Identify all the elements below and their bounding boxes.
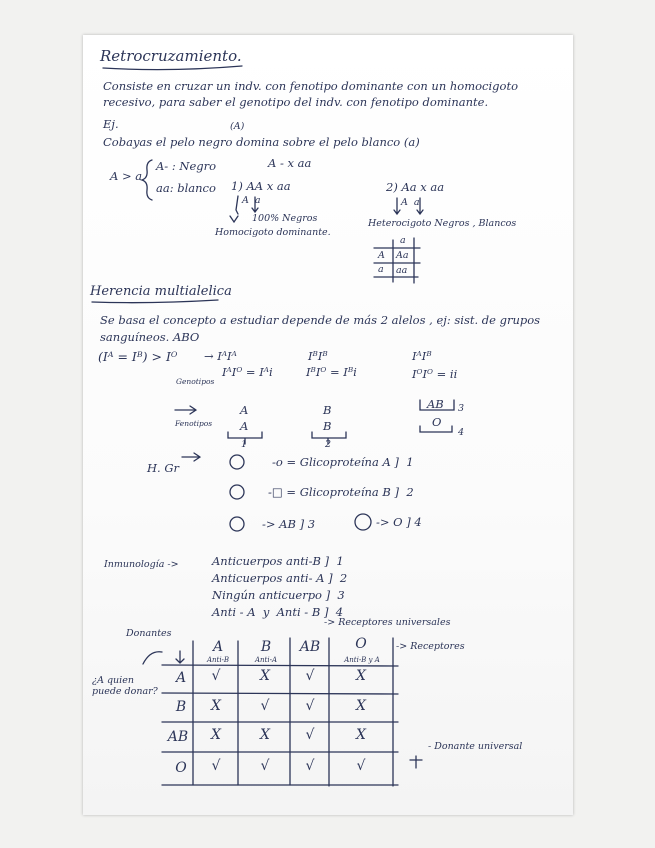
hgr-label: H. Gr: [147, 461, 180, 475]
multi-def-line2: sanguíneos. ABO: [100, 330, 200, 344]
retro-def-line1: Consiste en cruzar un indv. con fenotipo dominante con un homocigoto: [103, 79, 519, 93]
cell-A-AB: √: [305, 668, 315, 684]
cross1-gametes: A a: [242, 195, 261, 206]
fen-O: O: [432, 415, 442, 429]
glico-AB: -> AB ] 3: [262, 517, 316, 531]
row-label-AB: AB: [167, 729, 189, 745]
cell-AB-O: X: [356, 727, 366, 743]
cross1: 1) AA x aa: [231, 179, 291, 193]
cross1-homocigoto: Homocigoto dominante.: [215, 227, 331, 238]
ia-ia: → IᴬIᴬ: [204, 349, 237, 363]
dominance: A > a: [110, 169, 143, 183]
header-A-anti: Anti-B: [206, 656, 230, 664]
punnett-top: a: [400, 235, 406, 246]
cell-AB-AB: √: [305, 727, 315, 743]
ia-ib: IᴬIᴮ: [412, 349, 432, 363]
row-label-B: B: [175, 699, 187, 715]
cell-B-O: X: [356, 698, 366, 714]
ib-io: IᴮIᴼ = Iᴮi: [306, 365, 357, 379]
fen-B: B: [323, 403, 332, 417]
ej-label: Ej.: [103, 117, 119, 131]
io-io: IᴼIᴼ = ii: [412, 367, 458, 381]
receptores-label: -> Receptores: [396, 641, 465, 652]
genotipos-label: Genotipos: [176, 377, 215, 386]
cell-A-A: √: [211, 668, 221, 684]
donante-universal: - Donante universal: [428, 741, 523, 752]
fen-A-2: A: [240, 419, 249, 433]
punnett-r2-cell: aa: [396, 265, 408, 276]
cross2-result: Heterocigoto Negros , Blancos: [368, 218, 517, 229]
num-1: 1: [241, 439, 248, 450]
num-2: 2: [325, 439, 332, 450]
cell-O-A: √: [211, 758, 221, 774]
fen-B-2: B: [323, 419, 332, 433]
ib-ib: IᴮIᴮ: [308, 349, 328, 363]
anti-B-line: Anticuerpos anti-B ] 1: [212, 554, 344, 568]
cell-O-B: √: [260, 758, 270, 774]
genotype-blanco: aa: blanco: [156, 181, 216, 195]
glico-B: -□ = Glicoproteína B ] 2: [268, 485, 414, 499]
multi-title: Herencia multialelica: [90, 284, 232, 299]
cell-B-AB: √: [305, 698, 315, 714]
allele-dominance: (Iᴬ = Iᴮ) > Iᴼ: [98, 349, 178, 364]
header-B: B: [260, 639, 272, 655]
header-O: O: [355, 636, 367, 652]
ia-io: IᴬIᴼ = Iᴬi: [222, 365, 273, 379]
fenotipos-label: Fenotipos: [175, 419, 213, 428]
cell-O-AB: √: [305, 758, 315, 774]
glico-A: -o = Glicoproteína A ] 1: [272, 455, 414, 469]
anti-A-line: Anticuerpos anti- A ] 2: [212, 571, 348, 585]
inmuno-label: Inmunología ->: [104, 559, 179, 570]
ningun-line: Ningún anticuerpo ] 3: [212, 588, 345, 602]
multi-def-line1: Se basa el concepto a estudiar depende de más 2 alelos , ej: sist. de grupos: [100, 313, 541, 327]
quien-dona-question: ¿A quien puede donar?: [92, 675, 158, 697]
header-A: A: [212, 639, 224, 655]
cell-AB-A: X: [211, 727, 221, 743]
row-label-A: A: [175, 670, 187, 686]
num-3: 3: [458, 403, 465, 414]
row-label-O: O: [175, 760, 187, 776]
glico-O: -> O ] 4: [376, 515, 422, 529]
cell-AB-B: X: [260, 727, 270, 743]
cell-B-A: X: [211, 698, 221, 714]
num-4: 4: [458, 427, 465, 438]
cobayas-line: Cobayas el pelo negro domina sobre el pelo blanco (a): [103, 135, 420, 149]
fen-A: A: [240, 403, 249, 417]
allele-label: (A): [230, 121, 245, 132]
receptores-universales: -> Receptores universales: [324, 617, 451, 628]
genotype-negro: A- : Negro: [156, 159, 217, 173]
cross2-gametes: A a: [401, 197, 420, 208]
cross1-result: 100% Negros: [252, 213, 318, 224]
punnett-r1-cell: Aa: [396, 250, 409, 261]
punnett-r2-label: a: [378, 264, 384, 275]
anti-AB-line: Anti - A y Anti - B ] 4: [212, 605, 344, 619]
donantes-label: Donantes: [126, 628, 172, 639]
header-AB: AB: [299, 639, 321, 655]
retro-def-line2: recesivo, para saber el genotipo del indv. con fenotipo dominante.: [103, 95, 489, 109]
cell-B-B: √: [260, 698, 270, 714]
cross2: 2) Aa x aa: [386, 180, 445, 194]
cell-O-O: √: [356, 758, 366, 774]
fen-AB: AB: [427, 397, 444, 411]
cross-general: A - x aa: [268, 156, 312, 170]
header-O-anti: Anti-B y A: [344, 656, 380, 664]
retro-title: Retrocruzamiento.: [100, 47, 242, 65]
punnett-r1-label: A: [378, 250, 385, 261]
header-B-anti: Anti-A: [254, 656, 278, 664]
cell-A-O: X: [356, 668, 366, 684]
cell-A-B: X: [260, 668, 270, 684]
